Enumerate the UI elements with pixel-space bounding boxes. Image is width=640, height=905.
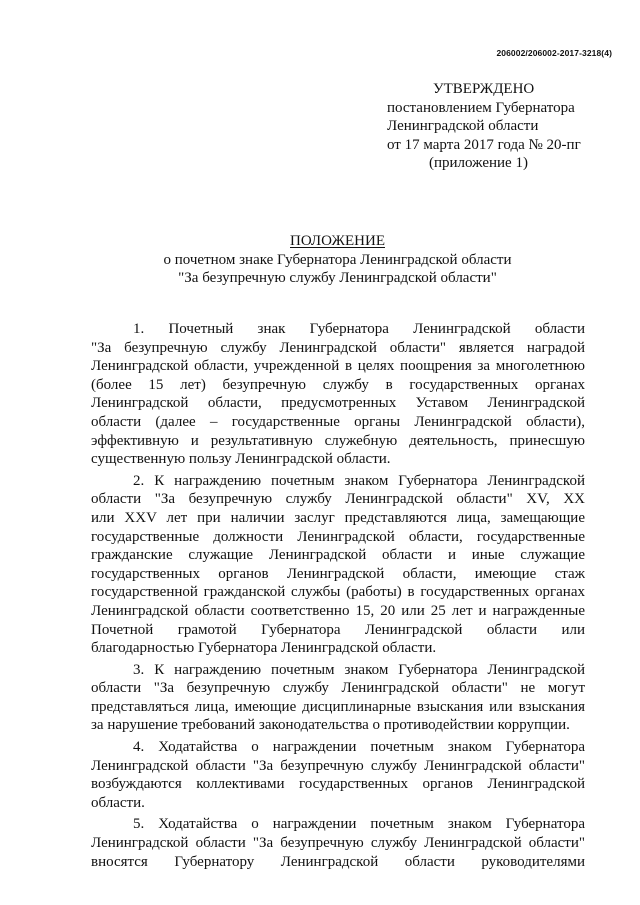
paragraph-line: за нарушение требований законодательства о противодействии коррупции. <box>91 717 570 734</box>
paragraph-line: государственных органов Ленинградской области, имеющие стаж <box>91 565 585 582</box>
paragraph-line: возбуждаются коллективами государственных органов Ленинградской <box>91 776 585 793</box>
paragraph-line: Ленинградской области, учрежденной в целях поощрения за многолетнюю <box>91 358 585 375</box>
paragraph-line: 2. К награждению почетным знаком Губернатора Ленинградской <box>133 472 585 489</box>
paragraph-line: "За безупречную службу Ленинградской области" является наградой <box>91 339 585 356</box>
approval-title: УТВЕРЖДЕНО <box>433 81 535 97</box>
paragraph-line: области. <box>91 794 145 811</box>
paragraph-line: существенную пользу Ленинградской области. <box>91 451 391 468</box>
approval-line-2: Ленинградской области <box>387 118 539 134</box>
paragraph-line: гражданские служащие Ленинградской области и иные служащие <box>91 547 585 564</box>
paragraph-line: благодарностью Губернатора Ленинградской области. <box>91 640 437 657</box>
paragraph-line: области "За безупречную службу Ленинградской области" не могут <box>91 680 585 697</box>
approval-line-3: от 17 марта 2017 года № 20-пг <box>387 136 581 153</box>
paragraph-line: 5. Ходатайства о награждении почетным знаком Губернатора <box>133 816 585 833</box>
paragraph-line: 3. К награждению почетным знаком Губернатора Ленинградской <box>133 661 585 678</box>
paragraph-line: Ленинградской области "За безупречную службу Ленинградской области" <box>91 757 585 774</box>
document-subtitle-line-1: о почетном знаке Губернатора Ленинградской области <box>163 251 512 268</box>
paragraph-line: области (далее – государственные органы Ленинградской области), <box>91 413 585 430</box>
paragraph-line: представляться лица, имеющие дисциплинарные взыскания или взыскания <box>91 698 585 715</box>
paragraph-line: эффективную и результативную служебную деятельность, принесшую <box>91 432 585 449</box>
paragraph-line: Ленинградской области "За безупречную службу Ленинградской области" <box>91 835 585 852</box>
paragraph-line: Ленинградской области, предусмотренных Уставом Ленинградской <box>91 395 585 412</box>
document-title: ПОЛОЖЕНИЕ <box>290 233 385 249</box>
clause-paragraph-4 <box>91 738 585 812</box>
paragraph-line: (более 15 лет) безупречную службу в государственных органах <box>91 376 585 393</box>
approval-line-1: постановлением Губернатора <box>387 99 575 116</box>
document-heading <box>90 232 585 288</box>
paragraph-line: государственные должности Ленинградской области, государственные <box>91 528 585 545</box>
approval-stamp <box>387 80 617 173</box>
clause-paragraph-2 <box>91 472 585 658</box>
paragraph-line: государственной гражданской службы (работы) в государственных органах <box>91 584 585 601</box>
clause-paragraph-3 <box>91 661 585 735</box>
paragraph-line: области "За безупречную службу Ленинградской области" XV, XX <box>91 491 585 508</box>
document-subtitle-line-2: "За безупречную службу Ленинградской области" <box>178 270 497 286</box>
document-body <box>91 320 585 874</box>
paragraph-line: 1. Почетный знак Губернатора Ленинградской области <box>133 321 585 337</box>
paragraph-line: или XXV лет при наличии заслуг представляются лица, замещающие <box>91 509 585 526</box>
paragraph-line: Почетной грамотой Губернатора Ленинградской области или <box>91 621 585 638</box>
document-registration-code: 206002/206002-2017-3218(4) <box>496 48 612 58</box>
approval-appendix: (приложение 1) <box>429 155 528 171</box>
paragraph-line: вносятся Губернатору Ленинградской области руководителями <box>91 853 585 870</box>
paragraph-line: 4. Ходатайства о награждении почетным знаком Губернатора <box>133 739 585 756</box>
paragraph-line: Ленинградской области соответственно 15, 20 или 25 лет и награжденные <box>91 602 585 619</box>
clause-paragraph-1 <box>91 320 585 469</box>
clause-paragraph-5 <box>91 815 585 871</box>
